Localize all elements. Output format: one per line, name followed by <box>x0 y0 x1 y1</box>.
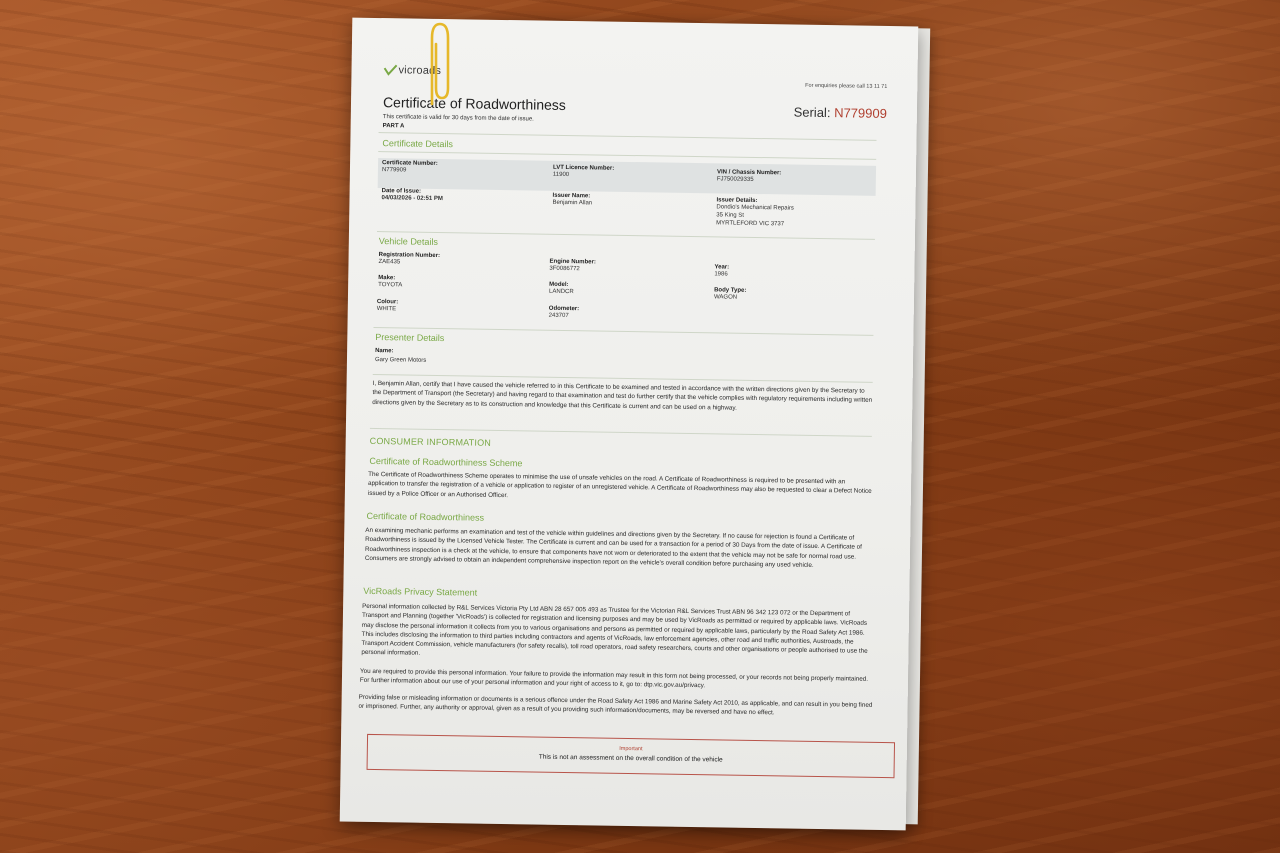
field-label: Body Type: <box>714 287 747 294</box>
field-label: Engine Number: <box>549 258 596 266</box>
field-label: Certificate Number: <box>382 160 438 167</box>
certificate-text: An examining mechanic performs an examination and test of the vehicle within guidelines and directions given by the Secretary. If no cause for rejection is found a Certificate of Roadworthiness is issued by the Licensed Vehicle Tester. The Certificate is current and can be used for a transaction for a period of 30 Days from the date of issue. A Certificate of Roadworthiness inspection is a check at the vehicle, to ensure that components have not worn or deteriorated to the extent that the vehicle may not be safe for normal road use. Consumers are strongly advised to obtain an independent comprehensive inspection report on the vehicle's overall condition before purchasing any used vehicle. <box>364 526 862 569</box>
field-value: 3F0086772 <box>549 265 580 273</box>
divider <box>370 428 872 437</box>
serial-label: Serial: <box>793 104 831 121</box>
privacy-paragraph-3: Providing false or misleading information or documents is a serious offence under the Road Safety Act 1986 and Marine Safety Act 2010, as applicable, and can result in you being fined or imprisoned. Further, any authority or approval, given as a result of you providing such information/documents, may be reversed and have no effect. <box>358 693 873 717</box>
field-value: 243707 <box>548 312 569 320</box>
field-value: Gary Green Motors <box>374 357 427 364</box>
make-field <box>378 275 402 289</box>
serial-value: N779909 <box>834 105 888 122</box>
model-field <box>549 282 574 296</box>
field-value: WHITE <box>376 306 397 313</box>
important-notice-box <box>367 734 896 778</box>
presenter-name-field <box>375 348 427 365</box>
field-label: Model: <box>549 281 569 289</box>
certificate-details-heading: Certificate Details <box>382 138 453 150</box>
serial-number <box>794 105 887 121</box>
privacy-paragraph-2: You are required to provide this personal information. Your failure to provide the information may result in this form not being processed, or your records not being properly maintained. For further information about our use of your personal information and your right of access to it, go to: dtp.vic.gov.au/privacy. <box>359 667 869 690</box>
field-value: TOYOTA <box>378 282 403 289</box>
colour-field <box>377 299 399 313</box>
field-value: Dondio's Mechanical Repairs <box>716 204 794 212</box>
field-label: Registration Number: <box>378 252 441 260</box>
divider <box>377 231 875 240</box>
lvt-licence-field <box>553 165 614 180</box>
field-label: Colour: <box>376 299 399 306</box>
vin-field <box>717 169 782 184</box>
field-label: Date of Issue: <box>381 188 422 195</box>
field-value: N779909 <box>381 167 407 174</box>
scheme-text: The Certificate of Roadworthiness Scheme operates to minimise the use of unsafe vehicles on the road. A Certificate of Roadworthiness is required to be presented with an application to transfer the registration of a vehicle or application to register of an unregistered vehicle. A Certificate of Roadworthiness may also be requested to clear a Defect Notice issued by a Police Officer or an Authorised Officer. <box>367 470 872 499</box>
issuer-details-field <box>716 197 794 228</box>
presenter-details-heading: Presenter Details <box>375 332 445 344</box>
field-value: WAGON <box>713 294 738 301</box>
year-field <box>714 264 729 278</box>
certificate-heading: Certificate of Roadworthiness <box>366 510 485 523</box>
field-value: 11900 <box>552 171 570 179</box>
page-title: Certificate of Roadworthiness <box>382 94 567 113</box>
vehicle-details-heading: Vehicle Details <box>378 236 438 247</box>
privacy-heading: VicRoads Privacy Statement <box>363 585 478 598</box>
certification-statement: I, Benjamin Allan, certify that I have caused the vehicle referred to in this Certificate to be examined and tested in accordance with the written directions given by the Secretary to the Department of Transport (the Secretary) and having regard to that examination and test do further certify that the vehicle complies with regulatory requirements including written directions given by the Secretary as to its construction and knowledge that this Certificate is current and can be used on a highway. <box>372 379 873 412</box>
certificate-number-field <box>382 160 438 175</box>
roadworthy-certificate-page <box>340 18 919 831</box>
validity-text: This certificate is valid for 30 days from the date of issue. <box>382 114 534 123</box>
field-label: Make: <box>378 275 396 282</box>
important-text: This is not an assessment on the overall condition of the vehicle <box>538 753 723 764</box>
important-title: Important <box>619 745 643 753</box>
certificate-details-shaded-row <box>378 158 876 196</box>
scheme-heading: Certificate of Roadworthiness Scheme <box>369 455 523 469</box>
odometer-field <box>549 306 580 320</box>
issuer-name-field <box>552 193 592 208</box>
field-value: Benjamin Allan <box>552 199 593 207</box>
field-label: LVT Licence Number: <box>552 164 615 172</box>
field-value: 04/03/2026 - 02:51 PM <box>381 195 443 203</box>
privacy-paragraph-1: Personal information collected by R&L Services Victoria Pty Ltd ABN 28 657 005 493 as Trustee for the Victorian R&L Services Trust ABN 96 342 123 072 or the Department of Transport and Planning (together 'VicRoads') is collected for registration and licensing purposes and may be used by VicRoads as permitted or required by applicable laws. VicRoads may disclose the personal information it collects from you to various organisations and persons as permitted or required by applicable laws, particularly by the Road Safety Act 1986. This includes disclosing the information to third parties including contractors and agents of VicRoads, law enforcement agencies, other road and traffic authorities, Austroads, the Transport Accident Commission, vehicle manufacturers (for safety recalls), toll road operators, road safety researchers, courts and other organisations or people authorised to use the personal information. <box>361 602 868 658</box>
field-value: FJ750029335 <box>716 176 754 183</box>
field-label: Name: <box>375 348 394 355</box>
part-label: PART A <box>382 123 405 130</box>
field-value: 35 King St <box>716 212 745 219</box>
engine-number-field <box>549 259 596 274</box>
field-label: Issuer Details: <box>716 197 758 204</box>
field-value: 1986 <box>714 271 728 278</box>
field-label: Year: <box>714 264 730 271</box>
divider <box>373 327 873 336</box>
vicroads-tick-icon <box>383 64 397 76</box>
body-type-field <box>714 287 746 302</box>
registration-field <box>378 252 440 267</box>
field-value: ZAE435 <box>378 259 401 266</box>
logo-text: vicroads <box>398 64 442 78</box>
date-of-issue-field <box>381 188 443 203</box>
field-label: VIN / Chassis Number: <box>716 169 782 177</box>
enquiries-text: For enquiries please call 13 11 71 <box>805 82 888 91</box>
consumer-information-heading: CONSUMER INFORMATION <box>369 435 492 448</box>
field-value: MYRTLEFORD VIC 3737 <box>716 220 785 228</box>
field-label: Odometer: <box>548 305 580 313</box>
field-label: Issuer Name: <box>552 192 591 200</box>
paperclip-icon <box>418 18 454 108</box>
field-value: LANDCR <box>549 288 574 296</box>
